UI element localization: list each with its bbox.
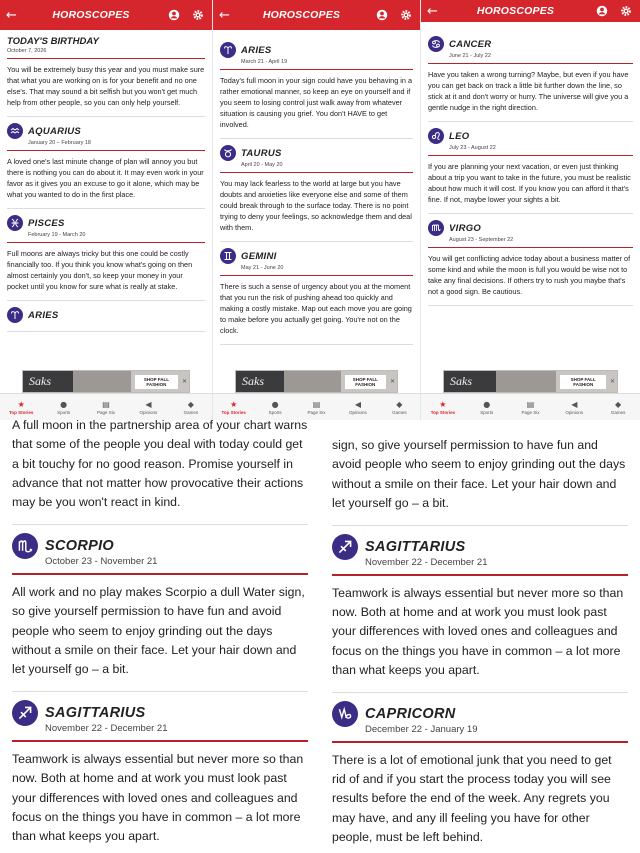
tab-label: Opinions [349, 409, 367, 415]
ad-brand: Saks [236, 371, 284, 392]
sign-name: PISCES [28, 217, 65, 229]
close-icon[interactable]: ✕ [609, 379, 615, 385]
sign-name: ARIES [28, 309, 59, 321]
divider [332, 741, 628, 743]
sign-name: GEMINI [241, 250, 277, 262]
sagittarius-icon [332, 534, 358, 560]
ad-photo [284, 371, 340, 392]
sign-name: VIRGO [449, 222, 482, 234]
tab-label: Games [392, 409, 407, 415]
gear-icon[interactable] [398, 7, 414, 23]
sign-name: SAGITTARIUS [365, 539, 466, 556]
tab-page-six[interactable] [509, 394, 553, 420]
sign-entry-aries-peek [7, 301, 205, 332]
ad-banner[interactable] [443, 370, 618, 393]
divider [7, 150, 205, 151]
puzzle-icon: ◆ [396, 399, 403, 409]
tab-label: Top Stories [221, 409, 246, 415]
gear-icon[interactable] [190, 7, 206, 23]
sign-text: You will get conflicting advice today about a business matter of some kind and while the moon is full you would be wise not to take any final decisions. If others try to rush you maybe that's not a good sign. Be cautious. [428, 254, 631, 296]
close-icon[interactable]: ✕ [181, 379, 187, 385]
ad-cta[interactable]: SHOP FALL FASHION [135, 375, 178, 389]
ball-icon: ● [60, 399, 68, 409]
sign-entry-aries [220, 30, 413, 139]
content-scroll[interactable] [0, 420, 320, 853]
aries-icon [220, 42, 236, 58]
sign-entry-taurus [220, 139, 413, 242]
back-arrow-icon[interactable]: ← [427, 3, 438, 19]
sign-name: AQUARIUS [28, 125, 82, 137]
divider [12, 573, 308, 575]
tab-label: Top Stories [8, 409, 34, 415]
sign-name: SCORPIO [45, 538, 114, 555]
sign-text: Have you taken a wrong turning? Maybe, but even if you have you can get back on track a little bit further down the line, so stick at it and don't worry or hurry. The universe will give you a gentle nudge in the right direction. [428, 70, 629, 112]
sign-entry-sagittarius [12, 692, 308, 853]
divider [428, 155, 633, 156]
divider [7, 242, 205, 243]
divider [220, 69, 413, 70]
sign-name: LEO [449, 130, 470, 142]
bottom-tab-bar [213, 393, 420, 420]
sign-dates: July 23 - August 22 [449, 145, 496, 151]
tab-opinions[interactable] [127, 394, 169, 420]
sign-dates: June 21 - July 22 [449, 53, 491, 59]
app-bar [213, 0, 420, 30]
app-title: HOROSCOPES [52, 9, 130, 21]
tab-opinions[interactable] [552, 394, 596, 420]
sign-entry-capricorn [332, 693, 628, 853]
sign-dates: March 21 - April 19 [241, 59, 288, 65]
birthday-entry [7, 30, 205, 117]
tab-label: Top Stories [430, 409, 456, 415]
tab-games[interactable] [379, 394, 420, 420]
sign-name: ARIES [241, 44, 272, 56]
sign-dates: October 23 - November 21 [45, 556, 158, 568]
sign-text: A loved one's last minute change of plan will annoy you but there is nothing you can do about it. It may even work in your favor as it gives you an excuse to go it alone, which may be what you wanted to do in the first place. [7, 157, 204, 199]
scorpio-icon [12, 533, 38, 559]
sign-text: There is such a sense of urgency about you at the moment that you run the risk of pushing ahead too quickly and making a costly mistake. Map out each move you are going to make before you actually get going. You're not on the clock. [220, 282, 412, 335]
sign-name: SAGITTARIUS [45, 705, 146, 722]
sign-entry-scorpio [12, 525, 308, 692]
tab-top-stories[interactable] [213, 394, 254, 420]
content-scroll[interactable] [0, 30, 212, 370]
tab-label: Opinions [139, 409, 158, 415]
leo-icon [428, 128, 444, 144]
star-icon: ★ [17, 399, 25, 409]
sign-dates: December 22 - January 19 [365, 724, 478, 736]
divider [428, 63, 633, 64]
megaphone-icon: ◀ [145, 399, 152, 409]
bottom-tab-bar [421, 393, 640, 420]
sign-entry-aquarius [7, 117, 205, 209]
screen-4 [0, 420, 320, 853]
gear-icon[interactable] [618, 3, 634, 19]
tab-label: Sports [268, 409, 282, 415]
tab-top-stories[interactable] [421, 394, 465, 420]
page-six-icon: ▤ [312, 399, 321, 409]
screen-3 [421, 0, 640, 420]
app-title: HOROSCOPES [476, 5, 555, 17]
divider [428, 247, 633, 248]
sign-entry-virgo [428, 214, 633, 306]
tab-label: Games [610, 409, 626, 415]
sign-text: Teamwork is always essential but never more so than now. Both at home and at work you must look past your differences with loved ones and colleagues and focus on the things you have in common – a lot more than what keeps you apart. [332, 585, 624, 677]
tab-sports[interactable] [254, 394, 295, 420]
ad-cta[interactable]: SHOP FALL FASHION [560, 375, 606, 389]
tab-label: Games [183, 409, 199, 415]
sign-text: There is a lot of emotional junk that you need to get rid of and if you start the process today you will see results before the end of the week. Any regrets you may have, and any ill feeling you have for other people, must be left behind. [332, 752, 612, 844]
content-scroll[interactable] [213, 30, 420, 370]
sign-text: All work and no play makes Scorpio a dull Water sign, so give yourself permission to have fun and avoid people who seem to enjoy grinding out the days without a smile on their face. Let your hair down and let yourself go – a bit. [12, 584, 305, 677]
tab-label: Page Six [307, 409, 326, 415]
ball-icon: ● [483, 399, 491, 409]
aquarius-icon [7, 123, 23, 139]
sign-text: A full moon in the partnership area of your chart warns that some of the people you deal with today could get a bit touchy for no good reason. Promise yourself in advance that not matter how provocative their actions may be you won't react in kind. [12, 420, 308, 510]
divider [220, 172, 413, 173]
sign-entry-pisces [7, 209, 205, 301]
taurus-icon [220, 145, 236, 161]
puzzle-icon: ◆ [187, 399, 194, 409]
sign-name: CANCER [449, 38, 492, 50]
ad-banner[interactable] [22, 370, 190, 393]
tab-sports[interactable] [465, 394, 509, 420]
screen-1 [0, 0, 212, 420]
sign-text: If you are planning your next vacation, or even just thinking about a trip you want to take in the future, you must be realistic about how much it will cost. If you know you can afford it that's fine. If not, maybe lower your sights a bit. [428, 162, 631, 204]
virgo-icon [428, 220, 444, 236]
divider [12, 740, 308, 742]
sign-text: Today's full moon in your sign could have you behaving in a rather emotional manner, so keep an eye on yourself and if you seem to losing control just walk away from whatever situation is causing you grief. You don't HAVE to get involved. [220, 76, 413, 129]
megaphone-icon: ◀ [354, 399, 361, 409]
sign-name: TAURUS [241, 147, 282, 159]
cancer-icon [428, 36, 444, 52]
divider [332, 574, 628, 576]
tab-games[interactable] [596, 394, 640, 420]
sign-text: Teamwork is always essential but never more so than now. Both at home and at work you must look past your differences with loved ones and colleagues and focus on the things you have in common – a lot more than what keeps you apart. [12, 751, 304, 844]
pisces-icon [7, 215, 23, 231]
sign-entry-libra-tail [12, 420, 308, 525]
tab-label: Page Six [97, 409, 116, 415]
tab-page-six[interactable] [296, 394, 337, 420]
divider [7, 58, 205, 59]
sign-text: Full moons are always tricky but this one could be costly financially too. If you think you know what's going on then almost certainly you don't, so keep your money in your pocket until you know for sure what is really at stake. [7, 249, 193, 291]
account-icon[interactable] [166, 7, 182, 23]
back-arrow-icon[interactable]: ← [6, 7, 17, 23]
sign-dates: January 20 – February 18 [28, 140, 91, 146]
sign-entry-sagittarius [332, 526, 628, 693]
star-icon: ★ [439, 399, 447, 409]
sign-dates: April 20 - May 20 [241, 162, 283, 168]
tab-label: Sports [480, 409, 494, 415]
sign-text: You may lack fearless to the world at large but you have doubts and anxieties like everyone else and some of them could break through to the surface today. There is no point trying to deny your feelings, so acknowledge them and deal with them. [220, 179, 412, 232]
sign-dates: August 23 - September 22 [449, 237, 514, 243]
sign-name: CAPRICORN [365, 706, 456, 723]
ad-brand: Saks [444, 371, 496, 392]
ad-brand: Saks [23, 371, 73, 392]
sign-entry-leo [428, 122, 633, 214]
ball-icon: ● [271, 399, 279, 409]
divider [220, 275, 413, 276]
ad-photo [496, 371, 557, 392]
back-arrow-icon[interactable]: ← [219, 7, 230, 23]
page-six-icon: ▤ [102, 399, 110, 409]
birthday-title: TODAY'S BIRTHDAY [7, 36, 99, 47]
gemini-icon [220, 248, 236, 264]
tab-opinions[interactable] [337, 394, 378, 420]
tab-label: Page Six [521, 409, 540, 415]
page-six-icon: ▤ [526, 399, 535, 409]
tab-page-six[interactable] [85, 394, 127, 420]
sign-entry-scorpio-tail [332, 428, 628, 526]
sign-dates: November 22 - December 21 [365, 557, 488, 569]
app-bar [0, 0, 212, 30]
close-icon[interactable]: ✕ [389, 379, 395, 385]
birthday-date: October 7, 2026 [7, 48, 47, 54]
sign-entry-cancer [428, 30, 633, 122]
sign-entry-gemini [220, 242, 413, 345]
ad-cta[interactable]: SHOP FALL FASHION [345, 375, 386, 389]
ad-banner[interactable] [235, 370, 398, 393]
app-bar [421, 0, 640, 22]
birthday-text: You will be extremely busy this year and you must make sure that what you are working on is for your benefit and no one else's. That may sound a bit selfish but you won't get much help from other people, so you can only help yourself. [7, 65, 205, 107]
tab-sports[interactable] [42, 394, 84, 420]
screen-5 [320, 420, 640, 853]
sagittarius-icon [12, 700, 38, 726]
sign-dates: November 22 - December 21 [45, 723, 168, 735]
aries-icon [7, 307, 23, 323]
account-icon[interactable] [594, 3, 610, 19]
tab-top-stories[interactable] [0, 394, 42, 420]
tab-games[interactable] [170, 394, 212, 420]
content-scroll[interactable] [320, 420, 640, 853]
sign-dates: May 21 - June 20 [241, 265, 284, 271]
megaphone-icon: ◀ [571, 399, 578, 409]
tab-label: Opinions [565, 409, 584, 415]
app-title: HOROSCOPES [262, 9, 341, 21]
account-icon[interactable] [374, 7, 390, 23]
puzzle-icon: ◆ [615, 399, 622, 409]
ad-photo [73, 371, 131, 392]
content-scroll[interactable] [421, 30, 640, 370]
star-icon: ★ [230, 399, 238, 409]
sign-dates: February 19 - March 20 [28, 232, 86, 238]
tab-label: Sports [57, 409, 71, 415]
capricorn-icon [332, 701, 358, 727]
bottom-tab-bar [0, 393, 212, 420]
sign-text: sign, so give yourself permission to have fun and avoid people who seem to enjoy grinding out the days without a smile on their face. Let your hair down and let yourself go – a bit. [332, 438, 626, 510]
screen-2 [213, 0, 420, 420]
